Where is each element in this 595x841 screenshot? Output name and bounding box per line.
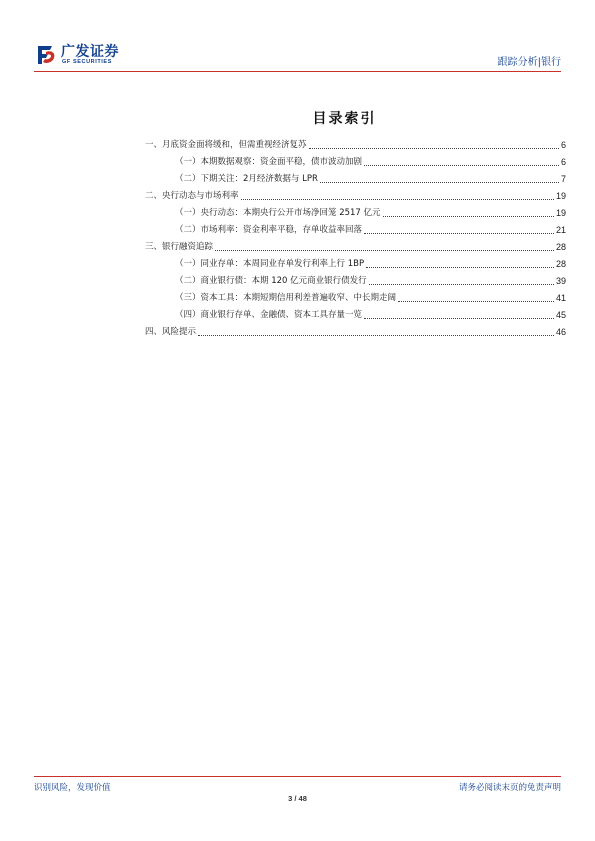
toc-title [0,108,595,128]
page-header [34,40,561,70]
toc-leader-dots [364,233,554,234]
toc-entry[interactable] [145,253,566,270]
toc-entry-label: （二）市场利率：资金利率平稳，存单收益率回落 [175,225,363,235]
toc-entry[interactable] [145,270,566,287]
toc-entry-page: 21 [555,225,566,235]
toc-leader-dots [364,318,554,319]
toc-entry-label: 四、风险提示 [145,327,197,337]
toc-entry-page: 28 [555,259,566,269]
toc-leader-dots [383,216,554,217]
page-number: 3 / 48 [288,794,307,803]
toc-leader-dots [215,250,554,251]
toc-entry[interactable] [145,151,566,168]
toc-entry-label: （一）本期数据观察：资金面平稳，债市波动加剧 [175,157,363,167]
toc-entry-label: （二）商业银行债：本期 120 亿元商业银行债发行 [175,276,367,286]
toc-title-text: 目录索引 [312,111,377,127]
toc-leader-dots [320,182,559,183]
logo-english-text: GF SECURITIES [62,59,112,65]
report-type-label: 跟踪分析|银行 [497,57,561,68]
toc-entry[interactable] [145,321,566,338]
toc-leader-dots [398,301,554,302]
company-logo [34,40,194,70]
toc-entry[interactable] [145,202,566,219]
toc-entry-page: 7 [560,174,566,184]
toc-entry-page: 39 [555,276,566,286]
toc-entry[interactable] [145,134,566,151]
toc-leader-dots [309,148,559,149]
footer-divider [34,776,561,777]
toc-entry[interactable] [145,185,566,202]
toc-leader-dots [369,284,554,285]
toc-entry-page: 19 [555,191,566,201]
toc-entry-page: 19 [555,208,566,218]
toc-entry-label: 二、央行动态与市场利率 [145,191,239,201]
toc-entry[interactable] [145,236,566,253]
toc-entry-page: 6 [560,140,566,150]
toc-entry[interactable] [145,219,566,236]
toc-leader-dots [366,267,554,268]
toc-entry[interactable] [145,304,566,321]
gf-logo-icon [34,42,58,66]
toc-entry-label: （四）商业银行存单、金融债、资本工具存量一览 [175,310,363,320]
toc-entry-label: （二）下期关注：2月经济数据与 LPR [175,174,318,184]
toc-entry-page: 41 [555,293,566,303]
toc-leader-dots [364,165,559,166]
footer-disclaimer: 请务必阅读末页的免责声明 [458,783,561,793]
toc-entry-page: 45 [555,310,566,320]
toc-entry-page: 6 [560,157,566,167]
toc-entry[interactable] [145,287,566,304]
toc-entry-label: （一）央行动态：本期央行公开市场净回笼 2517 亿元 [175,208,381,218]
toc-entry-label: 三、银行融资追踪 [145,242,214,252]
toc-entry-page: 46 [555,327,566,337]
toc-entry[interactable] [145,168,566,185]
toc-entry-label: 一、月底资金面将缓和，但需重视经济复苏 [145,140,307,150]
footer-slogan: 识别风险，发现价值 [34,783,111,793]
header-divider [34,71,561,72]
toc-entry-page: 28 [555,242,566,252]
table-of-contents [145,134,566,338]
logo-chinese-text: 广发证券 [61,44,119,60]
toc-leader-dots [241,199,554,200]
toc-entry-label: （三）资本工具：本期短期信用利差普遍收窄、中长期走阔 [175,293,397,303]
toc-leader-dots [198,335,554,336]
toc-entry-label: （一）同业存单：本周同业存单发行利率上行 1BP [175,259,365,269]
